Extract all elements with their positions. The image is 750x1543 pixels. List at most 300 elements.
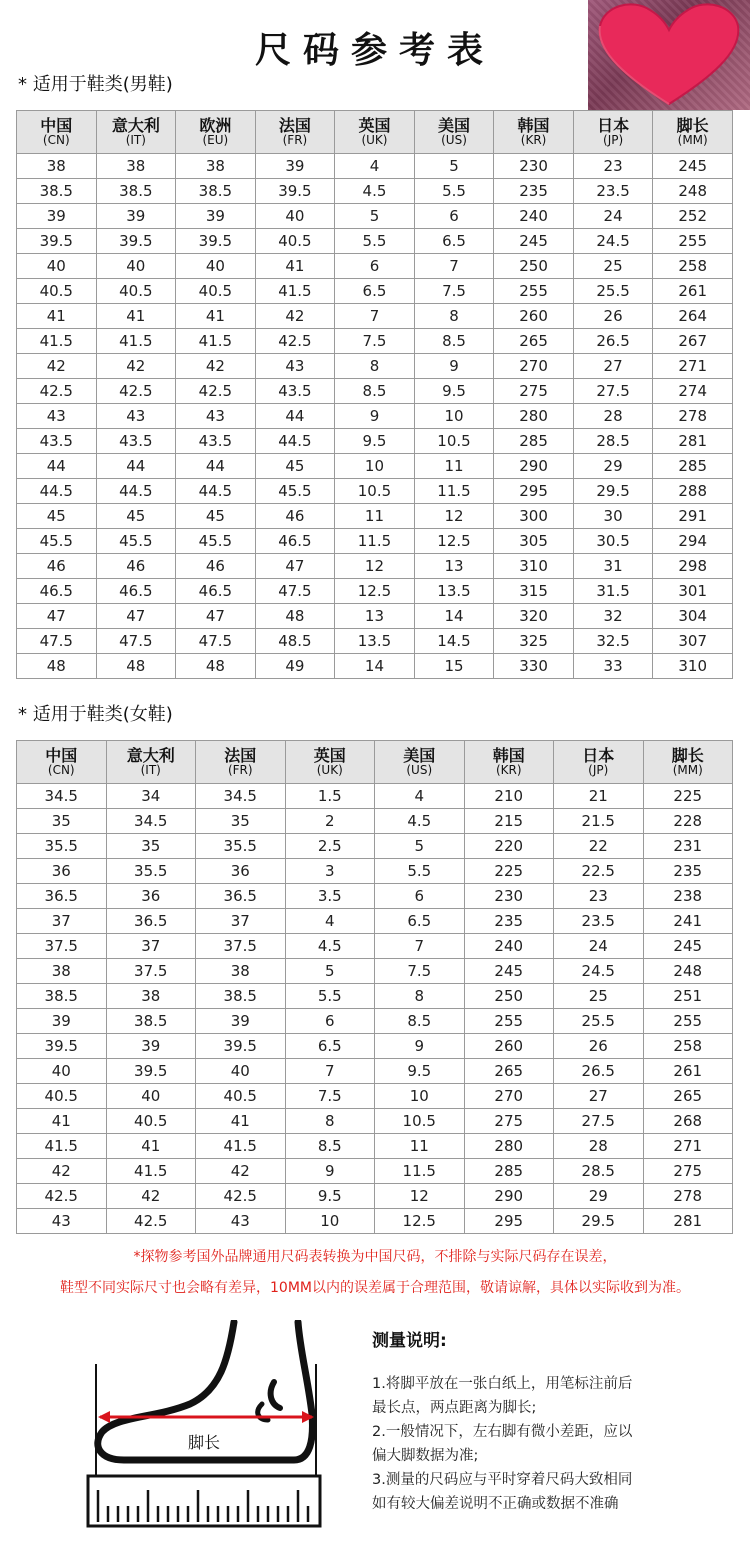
header-name: 英国 bbox=[358, 115, 391, 135]
table-cell: 45 bbox=[255, 454, 335, 479]
table-cell: 26 bbox=[554, 1034, 644, 1059]
table-cell: 25.5 bbox=[554, 1009, 644, 1034]
men-size-table bbox=[16, 110, 733, 679]
table-cell: 41 bbox=[196, 1109, 286, 1134]
table-cell: 6 bbox=[285, 1009, 375, 1034]
table-cell: 275 bbox=[494, 379, 574, 404]
table-cell: 23.5 bbox=[573, 179, 653, 204]
table-cell: 220 bbox=[464, 834, 554, 859]
table-cell: 26 bbox=[573, 304, 653, 329]
table-cell: 21.5 bbox=[554, 809, 644, 834]
table-cell: 8 bbox=[285, 1109, 375, 1134]
table-cell: 36.5 bbox=[106, 909, 196, 934]
table-cell: 41.5 bbox=[176, 329, 256, 354]
table-cell: 252 bbox=[653, 204, 733, 229]
table-cell: 7 bbox=[375, 934, 465, 959]
table-cell: 240 bbox=[494, 204, 574, 229]
table-cell: 38 bbox=[106, 984, 196, 1009]
table-cell: 260 bbox=[464, 1034, 554, 1059]
table-cell: 10 bbox=[335, 454, 415, 479]
column-header bbox=[285, 741, 375, 784]
table-row bbox=[17, 529, 733, 554]
table-cell: 230 bbox=[464, 884, 554, 909]
table-cell: 304 bbox=[653, 604, 733, 629]
header-name: 脚长 bbox=[671, 745, 704, 765]
table-cell: 28.5 bbox=[573, 429, 653, 454]
table-row bbox=[17, 984, 733, 1009]
table-row bbox=[17, 329, 733, 354]
table-cell: 39.5 bbox=[196, 1034, 286, 1059]
table-cell: 36 bbox=[106, 884, 196, 909]
table-cell: 6.5 bbox=[285, 1034, 375, 1059]
table-cell: 8 bbox=[414, 304, 494, 329]
table-cell: 250 bbox=[464, 984, 554, 1009]
table-cell: 34 bbox=[106, 784, 196, 809]
table-cell: 46 bbox=[96, 554, 176, 579]
table-cell: 31.5 bbox=[573, 579, 653, 604]
header-code: (KR) bbox=[520, 132, 547, 147]
table-cell: 38 bbox=[196, 959, 286, 984]
table-cell: 274 bbox=[653, 379, 733, 404]
table-cell: 39 bbox=[255, 154, 335, 179]
table-cell: 43 bbox=[196, 1209, 286, 1234]
table-row bbox=[17, 604, 733, 629]
table-row bbox=[17, 154, 733, 179]
table-cell: 47.5 bbox=[176, 629, 256, 654]
table-cell: 6.5 bbox=[335, 279, 415, 304]
table-cell: 255 bbox=[464, 1009, 554, 1034]
table-cell: 13 bbox=[335, 604, 415, 629]
table-cell: 8 bbox=[375, 984, 465, 1009]
column-header bbox=[414, 111, 494, 154]
table-cell: 295 bbox=[464, 1209, 554, 1234]
table-cell: 270 bbox=[494, 354, 574, 379]
table-cell: 43.5 bbox=[96, 429, 176, 454]
table-cell: 40.5 bbox=[196, 1084, 286, 1109]
table-cell: 8 bbox=[335, 354, 415, 379]
column-header bbox=[375, 741, 465, 784]
table-cell: 38.5 bbox=[176, 179, 256, 204]
table-cell: 325 bbox=[494, 629, 574, 654]
table-cell: 307 bbox=[653, 629, 733, 654]
header-code: (KR) bbox=[495, 762, 522, 777]
measure-line: 1.将脚平放在一张白纸上，用笔标注前后 bbox=[372, 1376, 633, 1392]
table-cell: 28 bbox=[554, 1134, 644, 1159]
table-row bbox=[17, 554, 733, 579]
table-cell: 210 bbox=[464, 784, 554, 809]
table-cell: 225 bbox=[643, 784, 733, 809]
header-code: (CN) bbox=[47, 762, 75, 777]
table-cell: 8.5 bbox=[375, 1009, 465, 1034]
table-cell: 37 bbox=[17, 909, 107, 934]
table-row bbox=[17, 579, 733, 604]
header-name: 美国 bbox=[403, 745, 436, 765]
table-cell: 5 bbox=[285, 959, 375, 984]
table-cell: 10.5 bbox=[375, 1109, 465, 1134]
heart-icon bbox=[600, 4, 739, 104]
table-cell: 29 bbox=[554, 1184, 644, 1209]
table-cell: 12.5 bbox=[335, 579, 415, 604]
table-cell: 320 bbox=[494, 604, 574, 629]
table-cell: 46.5 bbox=[255, 529, 335, 554]
table-cell: 45 bbox=[176, 504, 256, 529]
table-cell: 8.5 bbox=[335, 379, 415, 404]
table-row bbox=[17, 1059, 733, 1084]
table-cell: 41 bbox=[17, 1109, 107, 1134]
header-name: 脚长 bbox=[676, 115, 709, 135]
table-cell: 215 bbox=[464, 809, 554, 834]
table-cell: 310 bbox=[653, 654, 733, 679]
table-cell: 230 bbox=[494, 154, 574, 179]
table-cell: 26.5 bbox=[554, 1059, 644, 1084]
table-cell: 25 bbox=[573, 254, 653, 279]
table-cell: 7.5 bbox=[414, 279, 494, 304]
table-cell: 44 bbox=[17, 454, 97, 479]
table-cell: 7 bbox=[335, 304, 415, 329]
table-cell: 40.5 bbox=[176, 279, 256, 304]
table-cell: 43.5 bbox=[176, 429, 256, 454]
table-cell: 260 bbox=[494, 304, 574, 329]
table-cell: 40.5 bbox=[96, 279, 176, 304]
table-cell: 43 bbox=[17, 404, 97, 429]
table-row bbox=[17, 1184, 733, 1209]
table-cell: 9 bbox=[335, 404, 415, 429]
header-code: (MM) bbox=[672, 762, 703, 777]
table-cell: 9.5 bbox=[414, 379, 494, 404]
table-cell: 6.5 bbox=[414, 229, 494, 254]
column-header bbox=[653, 111, 733, 154]
table-cell: 23.5 bbox=[554, 909, 644, 934]
table-row bbox=[17, 504, 733, 529]
table-cell: 46.5 bbox=[17, 579, 97, 604]
table-cell: 9.5 bbox=[375, 1059, 465, 1084]
table-cell: 35 bbox=[196, 809, 286, 834]
table-cell: 1.5 bbox=[285, 784, 375, 809]
table-cell: 10 bbox=[414, 404, 494, 429]
table-row bbox=[17, 654, 733, 679]
table-cell: 39.5 bbox=[106, 1059, 196, 1084]
table-row bbox=[17, 1034, 733, 1059]
header-name: 韩国 bbox=[517, 115, 550, 135]
table-cell: 32 bbox=[573, 604, 653, 629]
table-cell: 42 bbox=[176, 354, 256, 379]
table-cell: 43 bbox=[255, 354, 335, 379]
table-cell: 14 bbox=[414, 604, 494, 629]
table-cell: 301 bbox=[653, 579, 733, 604]
table-cell: 44 bbox=[96, 454, 176, 479]
table-cell: 47 bbox=[176, 604, 256, 629]
table-row bbox=[17, 454, 733, 479]
table-cell: 29.5 bbox=[573, 479, 653, 504]
table-cell: 42.5 bbox=[17, 1184, 107, 1209]
table-cell: 45 bbox=[17, 504, 97, 529]
table-row bbox=[17, 354, 733, 379]
table-cell: 11 bbox=[414, 454, 494, 479]
table-cell: 245 bbox=[464, 959, 554, 984]
table-cell: 264 bbox=[653, 304, 733, 329]
table-cell: 25.5 bbox=[573, 279, 653, 304]
table-cell: 48 bbox=[17, 654, 97, 679]
table-cell: 300 bbox=[494, 504, 574, 529]
table-cell: 5 bbox=[375, 834, 465, 859]
table-cell: 46 bbox=[255, 504, 335, 529]
table-cell: 40 bbox=[96, 254, 176, 279]
header-code: (US) bbox=[441, 132, 467, 147]
table-cell: 2.5 bbox=[285, 834, 375, 859]
table-cell: 43.5 bbox=[255, 379, 335, 404]
measure-line: 如有较大偏差说明不正确或数据不准确 bbox=[372, 1496, 619, 1512]
table-cell: 39 bbox=[17, 204, 97, 229]
table-cell: 44.5 bbox=[17, 479, 97, 504]
table-row bbox=[17, 859, 733, 884]
header-name: 韩国 bbox=[492, 745, 525, 765]
table-cell: 270 bbox=[464, 1084, 554, 1109]
table-cell: 9 bbox=[375, 1034, 465, 1059]
table-cell: 13.5 bbox=[414, 579, 494, 604]
table-cell: 24 bbox=[573, 204, 653, 229]
table-cell: 39.5 bbox=[255, 179, 335, 204]
column-header bbox=[176, 111, 256, 154]
table-cell: 278 bbox=[653, 404, 733, 429]
heart-photo bbox=[588, 0, 750, 110]
table-cell: 2 bbox=[285, 809, 375, 834]
table-cell: 38.5 bbox=[17, 179, 97, 204]
table-row bbox=[17, 809, 733, 834]
table-cell: 9 bbox=[285, 1159, 375, 1184]
table-cell: 45.5 bbox=[176, 529, 256, 554]
table-cell: 41.5 bbox=[196, 1134, 286, 1159]
women-section-label: * 适用于鞋类(女鞋) bbox=[18, 704, 173, 725]
table-cell: 39.5 bbox=[17, 1034, 107, 1059]
table-cell: 290 bbox=[464, 1184, 554, 1209]
table-cell: 44.5 bbox=[255, 429, 335, 454]
table-cell: 48 bbox=[96, 654, 176, 679]
table-row bbox=[17, 1084, 733, 1109]
table-cell: 23 bbox=[554, 884, 644, 909]
table-cell: 310 bbox=[494, 554, 574, 579]
header-code: (CN) bbox=[42, 132, 70, 147]
table-cell: 42 bbox=[96, 354, 176, 379]
table-cell: 42.5 bbox=[255, 329, 335, 354]
table-cell: 27 bbox=[554, 1084, 644, 1109]
table-cell: 291 bbox=[653, 504, 733, 529]
table-cell: 4.5 bbox=[335, 179, 415, 204]
table-cell: 41 bbox=[96, 304, 176, 329]
table-cell: 9.5 bbox=[335, 429, 415, 454]
table-cell: 35.5 bbox=[17, 834, 107, 859]
table-cell: 39 bbox=[96, 204, 176, 229]
table-cell: 12.5 bbox=[375, 1209, 465, 1234]
table-cell: 11.5 bbox=[414, 479, 494, 504]
table-cell: 47 bbox=[255, 554, 335, 579]
table-cell: 35.5 bbox=[106, 859, 196, 884]
table-cell: 40 bbox=[255, 204, 335, 229]
table-row bbox=[17, 179, 733, 204]
table-cell: 261 bbox=[643, 1059, 733, 1084]
table-cell: 235 bbox=[494, 179, 574, 204]
table-cell: 48 bbox=[255, 604, 335, 629]
notice-line-2: 鞋型不同实际尺寸也会略有差异，10MM以内的误差属于合理范围，敬请谅解，具体以实际收到为准。 bbox=[60, 1280, 690, 1296]
header-code: (JP) bbox=[588, 762, 609, 777]
header-code: (UK) bbox=[361, 132, 388, 147]
table-row bbox=[17, 204, 733, 229]
table-cell: 37.5 bbox=[106, 959, 196, 984]
table-row bbox=[17, 784, 733, 809]
header-code: (UK) bbox=[316, 762, 343, 777]
table-cell: 7 bbox=[414, 254, 494, 279]
ruler bbox=[88, 1476, 320, 1526]
women-size-table bbox=[16, 740, 733, 1234]
table-cell: 9.5 bbox=[285, 1184, 375, 1209]
table-cell: 46.5 bbox=[96, 579, 176, 604]
table-cell: 36.5 bbox=[196, 884, 286, 909]
table-cell: 35.5 bbox=[196, 834, 286, 859]
table-cell: 38 bbox=[96, 154, 176, 179]
table-cell: 42.5 bbox=[196, 1184, 286, 1209]
table-cell: 330 bbox=[494, 654, 574, 679]
header-code: (JP) bbox=[603, 132, 624, 147]
table-cell: 36 bbox=[196, 859, 286, 884]
table-cell: 5.5 bbox=[335, 229, 415, 254]
table-cell: 34.5 bbox=[17, 784, 107, 809]
table-cell: 4 bbox=[375, 784, 465, 809]
table-cell: 38.5 bbox=[106, 1009, 196, 1034]
table-cell: 238 bbox=[643, 884, 733, 909]
table-cell: 48 bbox=[176, 654, 256, 679]
table-row bbox=[17, 404, 733, 429]
table-cell: 34.5 bbox=[106, 809, 196, 834]
table-cell: 27.5 bbox=[554, 1109, 644, 1134]
measure-line: 最长点，两点距离为脚长; bbox=[372, 1400, 537, 1416]
table-cell: 5 bbox=[335, 204, 415, 229]
column-header bbox=[554, 741, 644, 784]
table-cell: 271 bbox=[643, 1134, 733, 1159]
table-row bbox=[17, 629, 733, 654]
table-cell: 27 bbox=[573, 354, 653, 379]
header-code: (IT) bbox=[140, 762, 161, 777]
table-row bbox=[17, 1159, 733, 1184]
header-name: 法国 bbox=[278, 115, 311, 135]
table-cell: 37 bbox=[196, 909, 286, 934]
table-cell: 6.5 bbox=[375, 909, 465, 934]
table-cell: 45.5 bbox=[255, 479, 335, 504]
table-cell: 8.5 bbox=[285, 1134, 375, 1159]
table-cell: 38.5 bbox=[96, 179, 176, 204]
table-cell: 285 bbox=[653, 454, 733, 479]
table-cell: 47.5 bbox=[96, 629, 176, 654]
table-cell: 36.5 bbox=[17, 884, 107, 909]
table-cell: 44 bbox=[176, 454, 256, 479]
table-cell: 7.5 bbox=[285, 1084, 375, 1109]
table-cell: 41.5 bbox=[17, 1134, 107, 1159]
table-cell: 28.5 bbox=[554, 1159, 644, 1184]
table-cell: 285 bbox=[464, 1159, 554, 1184]
table-cell: 37.5 bbox=[196, 934, 286, 959]
table-cell: 38.5 bbox=[17, 984, 107, 1009]
table-cell: 261 bbox=[653, 279, 733, 304]
table-cell: 39 bbox=[196, 1009, 286, 1034]
table-cell: 39 bbox=[17, 1009, 107, 1034]
table-cell: 228 bbox=[643, 809, 733, 834]
table-cell: 44 bbox=[255, 404, 335, 429]
header-name: 英国 bbox=[313, 745, 346, 765]
table-cell: 39.5 bbox=[176, 229, 256, 254]
header-name: 中国 bbox=[45, 745, 78, 765]
table-cell: 3.5 bbox=[285, 884, 375, 909]
table-cell: 10.5 bbox=[335, 479, 415, 504]
table-cell: 14 bbox=[335, 654, 415, 679]
measure-line: 2.一般情况下，左右脚有微小差距，应以 bbox=[372, 1424, 633, 1440]
table-cell: 281 bbox=[643, 1209, 733, 1234]
table-cell: 7 bbox=[285, 1059, 375, 1084]
table-cell: 35 bbox=[106, 834, 196, 859]
table-cell: 46 bbox=[176, 554, 256, 579]
table-cell: 42.5 bbox=[17, 379, 97, 404]
table-row bbox=[17, 909, 733, 934]
table-row bbox=[17, 229, 733, 254]
table-cell: 42 bbox=[196, 1159, 286, 1184]
table-cell: 43 bbox=[17, 1209, 107, 1234]
table-cell: 40 bbox=[17, 1059, 107, 1084]
table-cell: 268 bbox=[643, 1109, 733, 1134]
header-name: 日本 bbox=[597, 115, 630, 135]
column-header bbox=[196, 741, 286, 784]
table-cell: 255 bbox=[494, 279, 574, 304]
table-cell: 245 bbox=[653, 154, 733, 179]
table-row bbox=[17, 1009, 733, 1034]
table-cell: 245 bbox=[494, 229, 574, 254]
header-name: 意大利 bbox=[126, 745, 175, 765]
table-cell: 40.5 bbox=[255, 229, 335, 254]
header-name: 中国 bbox=[40, 115, 73, 135]
header-code: (FR) bbox=[227, 762, 253, 777]
table-cell: 33 bbox=[573, 654, 653, 679]
table-cell: 12.5 bbox=[414, 529, 494, 554]
table-cell: 275 bbox=[464, 1109, 554, 1134]
table-cell: 12 bbox=[414, 504, 494, 529]
table-cell: 305 bbox=[494, 529, 574, 554]
table-cell: 290 bbox=[494, 454, 574, 479]
table-cell: 12 bbox=[335, 554, 415, 579]
table-cell: 294 bbox=[653, 529, 733, 554]
table-cell: 27.5 bbox=[573, 379, 653, 404]
table-cell: 275 bbox=[643, 1159, 733, 1184]
table-cell: 41.5 bbox=[17, 329, 97, 354]
table-row bbox=[17, 834, 733, 859]
table-cell: 42.5 bbox=[106, 1209, 196, 1234]
table-cell: 11 bbox=[335, 504, 415, 529]
table-cell: 10 bbox=[285, 1209, 375, 1234]
table-cell: 41.5 bbox=[96, 329, 176, 354]
table-cell: 30 bbox=[573, 504, 653, 529]
table-cell: 22 bbox=[554, 834, 644, 859]
table-cell: 47 bbox=[17, 604, 97, 629]
table-cell: 37 bbox=[106, 934, 196, 959]
table-cell: 5.5 bbox=[414, 179, 494, 204]
table-cell: 265 bbox=[494, 329, 574, 354]
table-cell: 45.5 bbox=[96, 529, 176, 554]
header-code: (EU) bbox=[202, 132, 229, 147]
table-cell: 5.5 bbox=[375, 859, 465, 884]
table-cell: 11.5 bbox=[375, 1159, 465, 1184]
column-header bbox=[335, 111, 415, 154]
men-section-label: * 适用于鞋类(男鞋) bbox=[18, 74, 173, 95]
table-cell: 32.5 bbox=[573, 629, 653, 654]
table-cell: 42 bbox=[106, 1184, 196, 1209]
column-header bbox=[464, 741, 554, 784]
table-cell: 3 bbox=[285, 859, 375, 884]
table-cell: 235 bbox=[643, 859, 733, 884]
